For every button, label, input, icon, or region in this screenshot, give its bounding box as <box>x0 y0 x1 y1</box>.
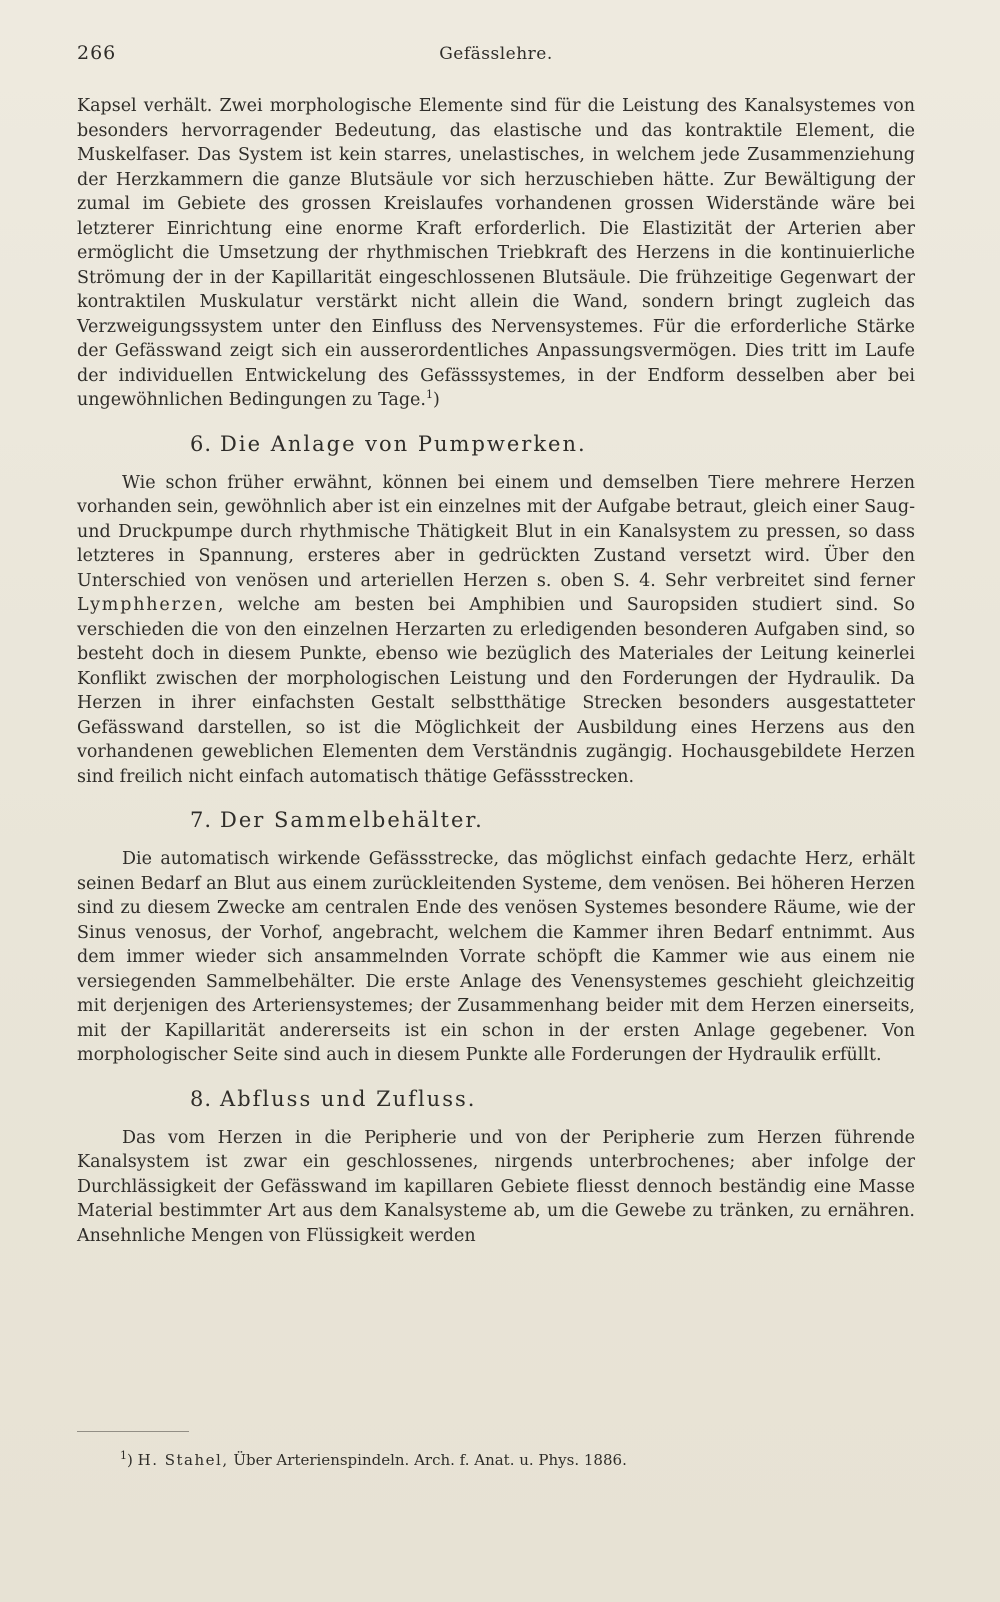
body-paragraph <box>77 94 915 413</box>
section-title: Abfluss und Zufluss. <box>220 1086 477 1111</box>
body-paragraph <box>77 1126 915 1249</box>
running-title: Gefässlehre. <box>439 44 553 64</box>
page-number: 266 <box>77 42 117 64</box>
section-number: 6. <box>190 431 213 456</box>
section-number: 8. <box>190 1086 213 1111</box>
page-header <box>77 42 915 74</box>
section-title: Die Anlage von Pumpwerken. <box>220 431 587 456</box>
page-body <box>77 94 915 1248</box>
section-heading-8 <box>190 1085 915 1113</box>
body-paragraph <box>77 471 915 790</box>
paragraph-text: Kapsel verhält. Zwei morphologische Elemente sind für die Leistung des Kanalsystemes von besonders hervorragender Bedeutung, das elastische und das kontraktile Element, die Muskelfaser. Das System ist kein starres, unelastisches, in welchem jede Zusammenziehung der Herzkammern die ganze Blutsäule vor sich herzuschieben hätte. Zur Bewältigung der zumal im Gebiete des grossen Kreislaufes vorhandenen grossen Widerstände wäre bei letzterer Einrichtung eine enorme Kraft erforderlich. Die Elastizität der Arterien aber ermöglicht die Umsetzung der rhythmischen Triebkraft des Herzens in die kontinuierliche Strömung der in der Kapillarität eingeschlossenen Blutsäule. Die frühzeitige Gegenwart der kontraktilen Muskulatur verstärkt nicht allein die Wand, sondern bringt zugleich das Verzweigungssystem unter den Einfluss des Nervensystemes. Für die erforderliche Stärke der Gefässwand zeigt sich ein ausserordentliches Anpassungsvermögen. Dies tritt im Laufe der individuellen Entwickelung des Gefässsystemes, in der Endform desselben aber bei ungewöhnlichen Bedingungen zu Tage. <box>77 96 915 410</box>
footnote-reference[interactable]: 1 <box>425 388 433 402</box>
paragraph-text: Die automatisch wirkende Gefässstrecke, das möglichst einfach gedachte Herz, erhält seinen Bedarf an Blut aus einem zurückleitenden Systeme, dem venösen. Bei höheren Herzen sind zu diesem Zwecke am centralen Ende des venösen Systemes besondere Räume, wie der Sinus venosus, der Vorhof, angebracht, welchem die Kammer ihren Bedarf entnimmt. Aus dem immer wieder sich ansammelnden Vorrate schöpft die Kammer wie aus einem nie versiegenden Sammelbehälter. Die erste Anlage des Venensystemes geschieht gleichzeitig mit derjenigen des Arteriensystemes; der Zusammenhang beider mit dem Herzen einerseits, mit der Kapillarität andererseits ist ein schon in der ersten Anlage gegebener. Von morphologischer Seite sind auch in diesem Punkte alle Forderungen der Hydraulik erfüllt. <box>77 849 915 1065</box>
section-number: 7. <box>190 808 213 832</box>
footnote <box>120 1450 870 1470</box>
section-title: Der Sammelbehälter. <box>220 808 484 832</box>
emphasized-term: Lymphherzen <box>77 595 218 615</box>
section-heading-7 <box>190 806 915 834</box>
section-heading-6 <box>190 430 915 458</box>
footnote-marker-paren: ) <box>127 1451 133 1469</box>
body-paragraph <box>77 847 915 1068</box>
footnote-reference-paren: ) <box>432 390 440 410</box>
paragraph-text: Das vom Herzen in die Peripherie und von der Peripherie zum Herzen führende Kanalsystem ist zwar ein geschlossenes, nirgends unterbrochenes; aber infolge der Durchlässigkeit der Gefässwand im kapillaren Gebiete fliesst dennoch beständig eine Masse Material bestimmter Art aus dem Kanalsysteme ab, um die Gewebe zu tränken, zu ernähren. Ansehnliche Mengen von Flüssigkeit werden <box>77 1127 915 1246</box>
footnote-text: Über Arterienspindeln. Arch. f. Anat. u. Phys. 1886. <box>228 1451 627 1469</box>
paragraph-text: , welche am besten bei Amphibien und Sauropsiden studiert sind. So verschieden die von den einzelnen Herzarten zu erledigenden besonderen Aufgaben sind, so besteht doch in diesem Punkte, ebenso wie bezüglich des Materiales der Leitung keinerlei Konflikt zwischen der morphologischen Leistung und den Forderungen der Hydraulik. Da Herzen in ihrer einfachsten Gestalt selbstthätige Strecken besonders ausgestatteter Gefässwand darstellen, so ist die Möglichkeit der Ausbildung eines Herzens aus den vorhandenen geweblichen Elementen dem Verständnis zugängig. Hochausgebildete Herzen sind freilich nicht einfach automatisch thätige Gefässstrecken. <box>77 595 915 787</box>
paragraph-text: Wie schon früher erwähnt, können bei einem und demselben Tiere mehrere Herzen vorhanden sein, gewöhnlich aber ist ein einzelnes mit der Aufgabe betraut, gleich einer Saug- und Druckpumpe durch rhythmische Thätigkeit Blut in ein Kanalsystem zu pressen, so dass letzteres in Spannung, ersteres aber in gedrückten Zustand versetzt wird. Über den Unterschied von venösen und arteriellen Herzen s. oben S. 4. Sehr verbreitet sind ferner <box>77 472 915 591</box>
footnote-author: H. Stahel, <box>137 1451 229 1469</box>
footnote-marker: 1 <box>120 1449 127 1462</box>
footnote-separator <box>77 1431 189 1432</box>
